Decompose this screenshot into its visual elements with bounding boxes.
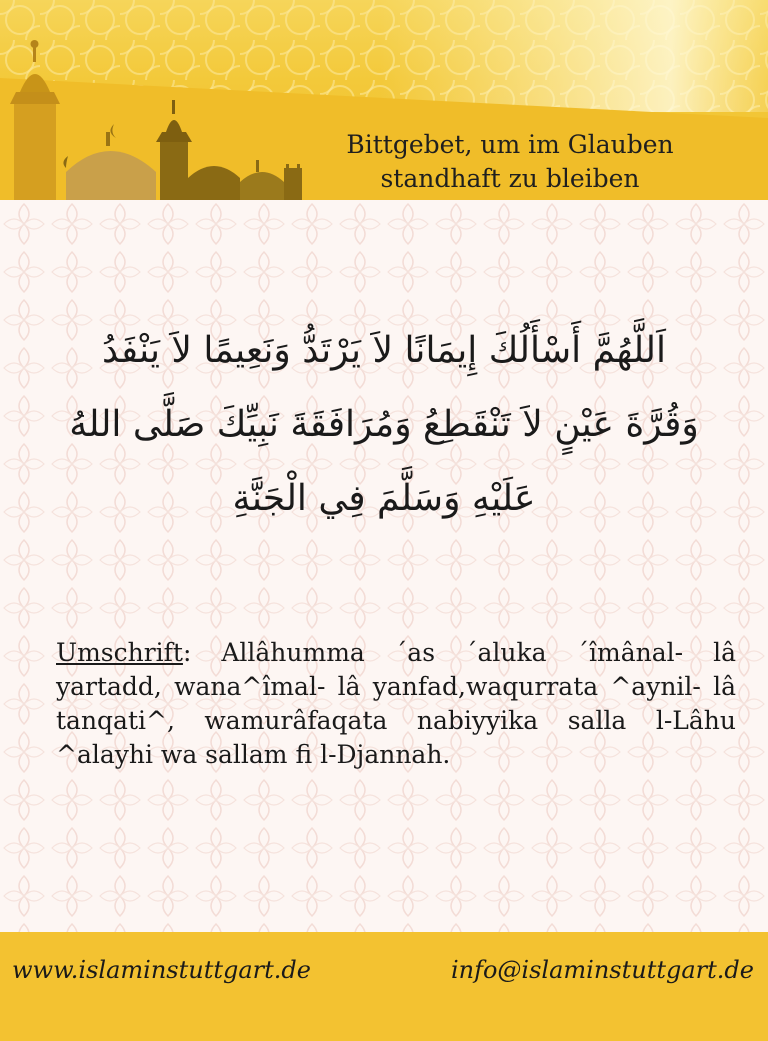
content-area: [0, 200, 768, 932]
background-ornament: [0, 200, 768, 932]
header-banner: [0, 0, 768, 200]
title-line-1: Bittgebet, um im Glauben: [346, 130, 674, 159]
transliteration-label: Umschrift: [56, 638, 183, 667]
title-line-2: standhaft zu bleiben: [380, 164, 640, 193]
arabic-dua-text: اَللَّهُمَّ أَسْأَلُكَ إِيمَانًا لاَ يَرْتَدُّ وَنَعِيمًا لاَ يَنْفَدُ وَقُرَّةَ عَيْنٍ لاَ تَنْقَطِعُ وَمُرَافَقَةَ نَبِيِّكَ صَلَّى اللهُ عَلَيْهِ وَسَلَّمَ فِي الْجَنَّةِ: [69, 330, 699, 519]
transliteration-text: : Allâhumma ´as ´aluka ´îmânal- lâ yartadd, wana^îmal- lâ yanfad,waqurrata ^aynil- lâ tanqati^, wamurâfaqata nabiyyika salla l-Lâhu ^alayhi wa sallam fi l-Djannah.: [56, 638, 736, 769]
website-link[interactable]: www.islaminstuttgart.de: [12, 956, 311, 984]
email-link[interactable]: info@islaminstuttgart.de: [450, 956, 754, 984]
transliteration: [56, 636, 736, 772]
page-title: [300, 128, 720, 196]
footer-bar: [0, 932, 768, 1041]
